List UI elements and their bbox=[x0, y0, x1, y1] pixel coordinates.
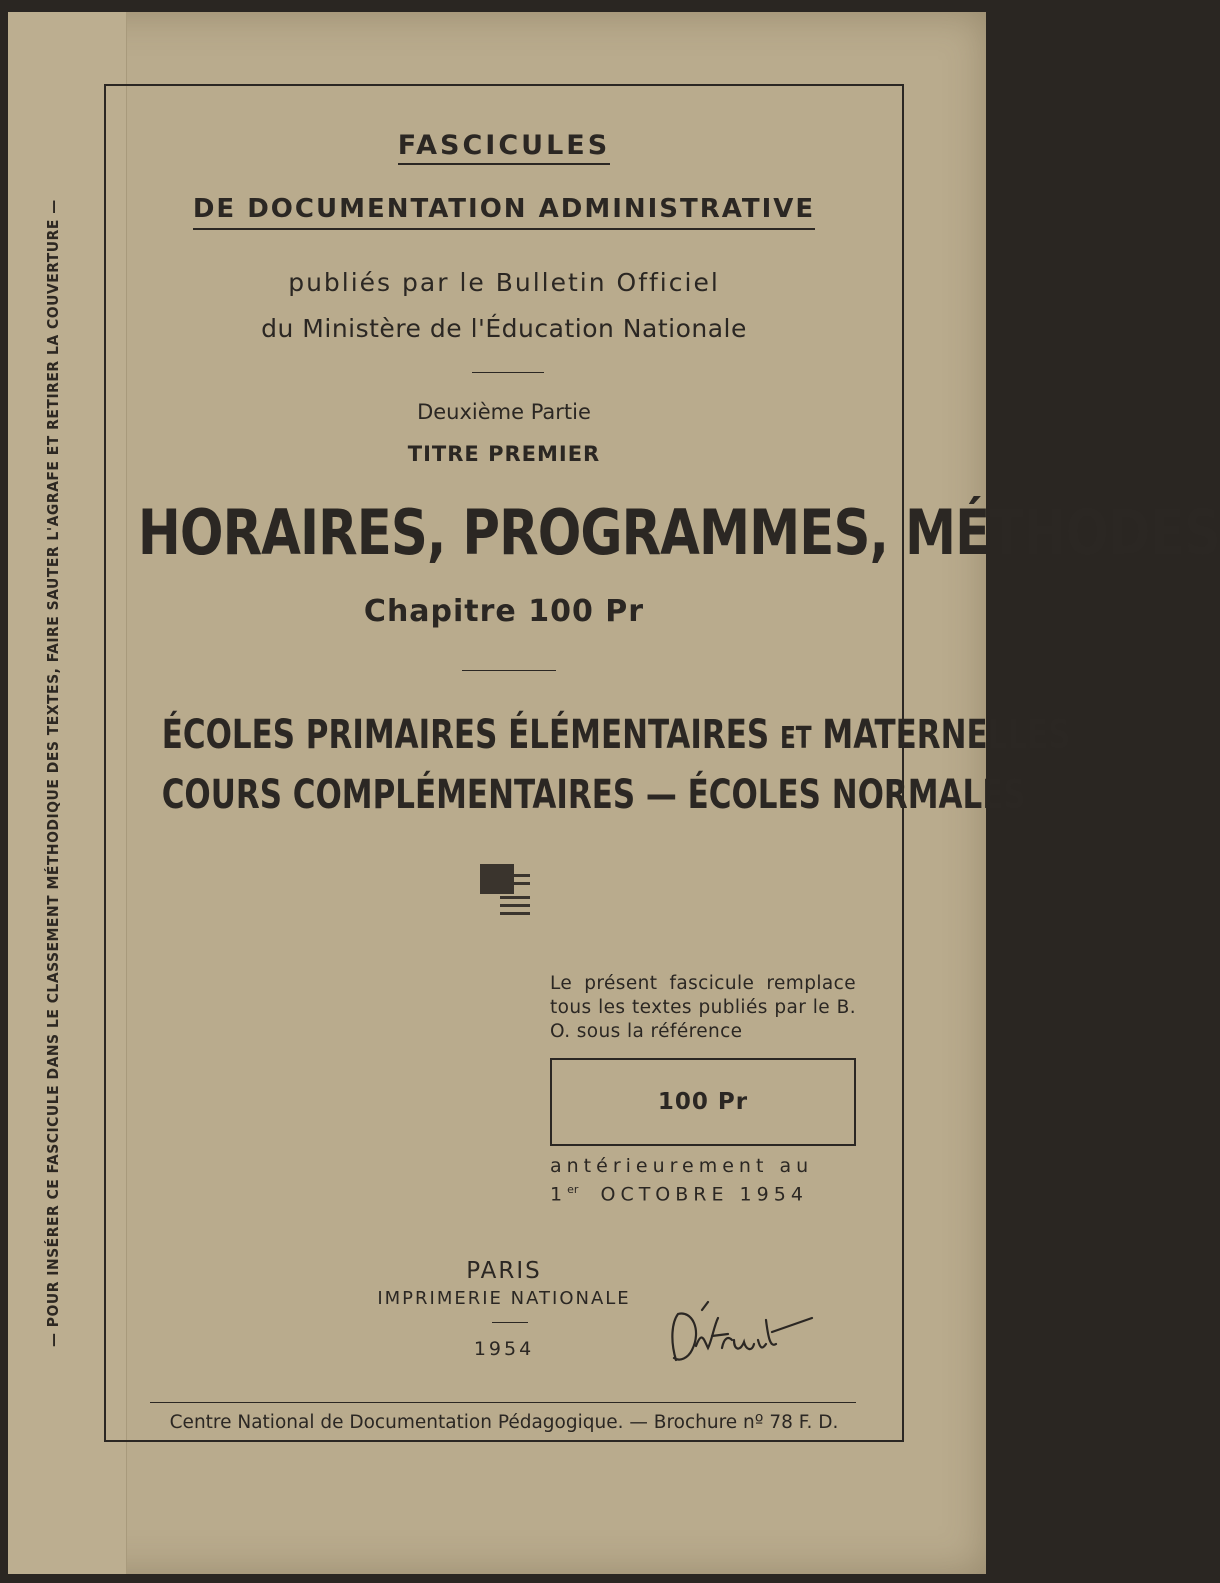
publisher-line-1: publiés par le Bulletin Officiel bbox=[288, 268, 720, 297]
imprint-city: PARIS bbox=[466, 1258, 542, 1284]
series-title: FASCICULES bbox=[106, 130, 902, 161]
divider bbox=[462, 670, 556, 671]
footer-text: Centre National de Documentation Pédagogique. — Brochure nº 78 F. D. bbox=[169, 1412, 839, 1433]
publisher-line-2: du Ministère de l'Éducation Nationale bbox=[261, 314, 747, 343]
divider bbox=[492, 1322, 528, 1323]
main-title: HORAIRES, PROGRAMMES, MÉTHODES bbox=[137, 496, 1220, 569]
printer-emblem-icon bbox=[476, 862, 532, 918]
spine-instruction: — POUR INSÉRER CE FASCICULE DANS LE CLASSEMENT MÉTHODIQUE DES TEXTES, FAIRE SAUTER L'AGRAFE ET RETIRER LA COUVERTURE — bbox=[44, 199, 62, 1347]
footer-rule bbox=[150, 1402, 856, 1403]
handwritten-signature bbox=[662, 1300, 832, 1374]
title-number: TITRE PREMIER bbox=[407, 442, 601, 466]
chapter-label: Chapitre 100 Pr bbox=[363, 594, 645, 629]
reference-box: 100 Pr bbox=[550, 1058, 856, 1146]
prior-date: antérieurement au 1er OCTOBRE 1954 bbox=[550, 1155, 814, 1206]
subject-line-2: COURS COMPLÉMENTAIRES — ÉCOLES NORMALES bbox=[161, 772, 1026, 818]
series-subtitle: DE DOCUMENTATION ADMINISTRATIVE bbox=[106, 194, 902, 224]
part-label: Deuxième Partie bbox=[417, 400, 591, 424]
subject-line-1: ÉCOLES PRIMAIRES ÉLÉMENTAIRES ET MATERNELLES bbox=[161, 712, 1071, 758]
document-cover bbox=[8, 12, 1220, 1574]
cover-frame bbox=[104, 84, 1220, 1442]
replacement-notice: Le présent fascicule remplace tous les textes publiés par le B. O. sous la référence bbox=[550, 973, 856, 1042]
imprint-printer: IMPRIMERIE NATIONALE bbox=[377, 1288, 631, 1309]
imprint-year: 1954 bbox=[473, 1338, 535, 1360]
divider bbox=[472, 372, 544, 373]
